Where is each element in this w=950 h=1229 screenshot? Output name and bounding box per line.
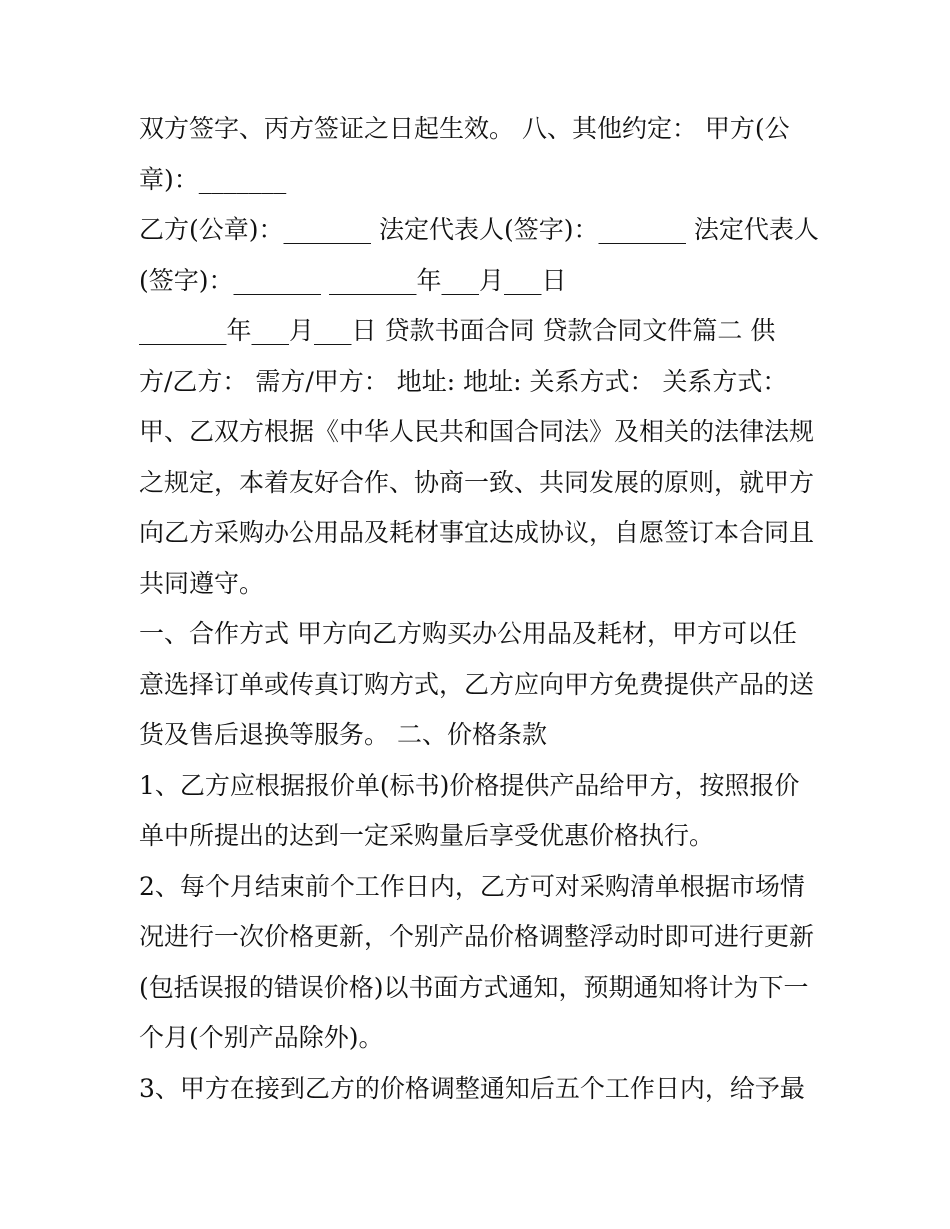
text-line: 1、乙方应根据报价单(标书)价格提供产品给甲方，按照报价 xyxy=(139,771,800,800)
text-line: 双方签字、丙方签证之日起生效。 八、其他约定： 甲方(公 xyxy=(139,114,790,143)
text-line: 2、每个月结束前个工作日内，乙方可对采购清单根据市场情 xyxy=(139,872,805,901)
text-line: 向乙方采购办公用品及耗材事宜达成协议，自愿签订本合同且 xyxy=(139,518,815,547)
text-line: (包括误报的错误价格)以书面方式通知，预期通知将计为下一 xyxy=(139,973,809,1002)
text-line: 单中所提出的达到一定采购量后享受优惠价格执行。 xyxy=(139,821,715,850)
text-line: 甲、乙双方根据《中华人民共和国合同法》及相关的法律法规 xyxy=(139,417,815,446)
text-line: 货及售后退换等服务。 二、价格条款 xyxy=(139,720,547,749)
text-line: 一、合作方式 甲方向乙方购买办公用品及耗材，甲方可以任 xyxy=(139,619,797,648)
text-line: _______年___月___日 贷款书面合同 贷款合同文件篇二 供 xyxy=(139,316,776,345)
text-line: 3、甲方在接到乙方的价格调整通知后五个工作日内，给予最 xyxy=(139,1074,805,1103)
text-line: 之规定，本着友好合作、协商一致、共同发展的原则，就甲方 xyxy=(139,468,815,497)
text-line: 方/乙方： 需方/甲方： 地址: 地址: 关系方式： 关系方式： xyxy=(139,367,788,396)
text-line: 况进行一次价格更新，个别产品价格调整浮动时即可进行更新 xyxy=(139,922,815,951)
text-line: 意选择订单或传真订购方式，乙方应向甲方免费提供产品的送 xyxy=(139,670,815,699)
text-line: (签字)：_______ _______年___月___日 xyxy=(139,266,567,295)
text-line: 乙方(公章)：_______ 法定代表人(签字)：_______ 法定代表人 xyxy=(139,215,819,244)
text-line: 章)：_______ xyxy=(139,165,287,194)
text-line: 共同遵守。 xyxy=(139,569,265,598)
text-line: 个月(个别产品除外)。 xyxy=(139,1023,384,1052)
